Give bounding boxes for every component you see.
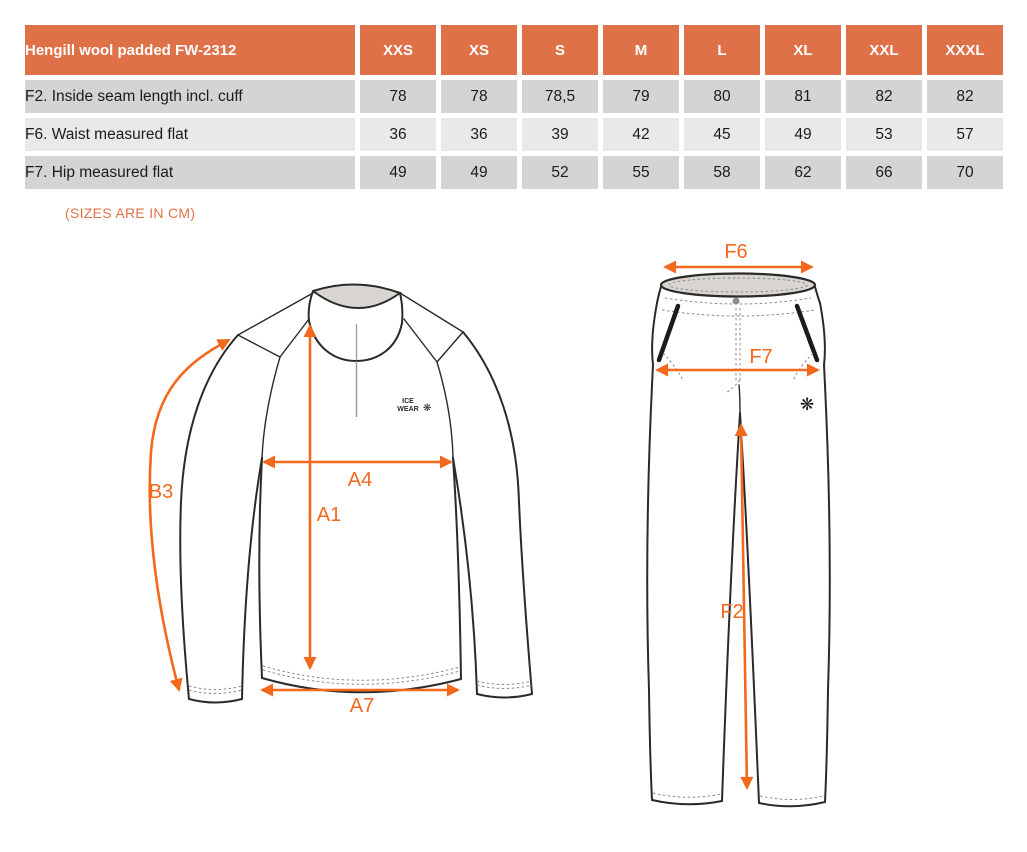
product-name-header: Hengill wool padded FW-2312: [25, 25, 355, 75]
label-f2: F2: [720, 601, 744, 623]
left-pocket-bag-stitching: [663, 353, 683, 381]
svg-text:ICE: ICE: [402, 398, 414, 405]
right-hem-stitching: [760, 796, 824, 800]
value-cell: 82: [927, 80, 1003, 113]
label-a4: A4: [347, 469, 373, 491]
waist-opening: [661, 274, 815, 297]
snowflake-icon: ❋: [800, 395, 815, 414]
size-header-l: L: [684, 25, 760, 75]
value-cell: 36: [360, 118, 436, 151]
label-f7: F7: [749, 346, 773, 368]
units-note: (SIZES ARE IN CM): [65, 205, 196, 221]
row-label: F6. Waist measured flat: [25, 118, 355, 151]
cuff-stitching: [477, 681, 532, 685]
right-pocket-bag-stitching: [793, 353, 813, 381]
left-hem-stitching: [653, 793, 721, 797]
value-cell: 52: [522, 156, 598, 189]
label-a1: A1: [316, 504, 342, 526]
waist-button: [733, 298, 740, 305]
value-cell: 66: [846, 156, 922, 189]
table-row-hip: [25, 156, 1003, 189]
size-table: [20, 20, 1008, 194]
size-header-xxxl: XXXL: [927, 25, 1003, 75]
cuff-stitching: [189, 690, 242, 694]
hem-stitching: [263, 670, 460, 684]
value-cell: 82: [846, 80, 922, 113]
value-cell: 45: [684, 118, 760, 151]
value-cell: 39: [522, 118, 598, 151]
fly-detail: [725, 308, 740, 413]
label-f6: F6: [724, 241, 748, 263]
value-cell: 55: [603, 156, 679, 189]
value-cell: 49: [441, 156, 517, 189]
value-cell: 36: [441, 118, 517, 151]
hem-stitching: [263, 666, 460, 680]
collar-opening: [313, 284, 400, 308]
value-cell: 49: [765, 118, 841, 151]
sweater-body: [259, 458, 461, 692]
size-header-s: S: [522, 25, 598, 75]
value-cell: 80: [684, 80, 760, 113]
value-cell: 78: [360, 80, 436, 113]
cuff-stitching: [477, 685, 532, 689]
value-cell: 81: [765, 80, 841, 113]
table-row-waist: [25, 118, 1003, 151]
left-pocket-opening: [659, 306, 678, 360]
label-a7: A7: [349, 695, 375, 717]
value-cell: 57: [927, 118, 1003, 151]
size-header-xxl: XXL: [846, 25, 922, 75]
size-header-xl: XL: [765, 25, 841, 75]
right-pocket-opening: [797, 306, 817, 360]
size-header-xs: XS: [441, 25, 517, 75]
snowflake-icon: ❋: [423, 403, 432, 414]
arrow-b3-sleeve: [150, 340, 229, 690]
size-header-xxs: XXS: [360, 25, 436, 75]
row-label: F2. Inside seam length incl. cuff: [25, 80, 355, 113]
size-header-m: M: [603, 25, 679, 75]
value-cell: 70: [927, 156, 1003, 189]
table-row-inside-seam: [25, 80, 1003, 113]
value-cell: 42: [603, 118, 679, 151]
value-cell: 78: [441, 80, 517, 113]
icewear-logo: [397, 398, 431, 414]
cuff-stitching: [189, 686, 242, 690]
row-label: F7. Hip measured flat: [25, 156, 355, 189]
sweater-diagram: [105, 262, 575, 732]
value-cell: 58: [684, 156, 760, 189]
size-table-header-row: [25, 25, 1003, 75]
value-cell: 62: [765, 156, 841, 189]
svg-text:WEAR: WEAR: [397, 406, 419, 413]
value-cell: 78,5: [522, 80, 598, 113]
value-cell: 53: [846, 118, 922, 151]
value-cell: 49: [360, 156, 436, 189]
pants-diagram: [630, 240, 850, 840]
label-b3: B3: [148, 481, 174, 503]
value-cell: 79: [603, 80, 679, 113]
waistband-stitching: [662, 310, 815, 316]
